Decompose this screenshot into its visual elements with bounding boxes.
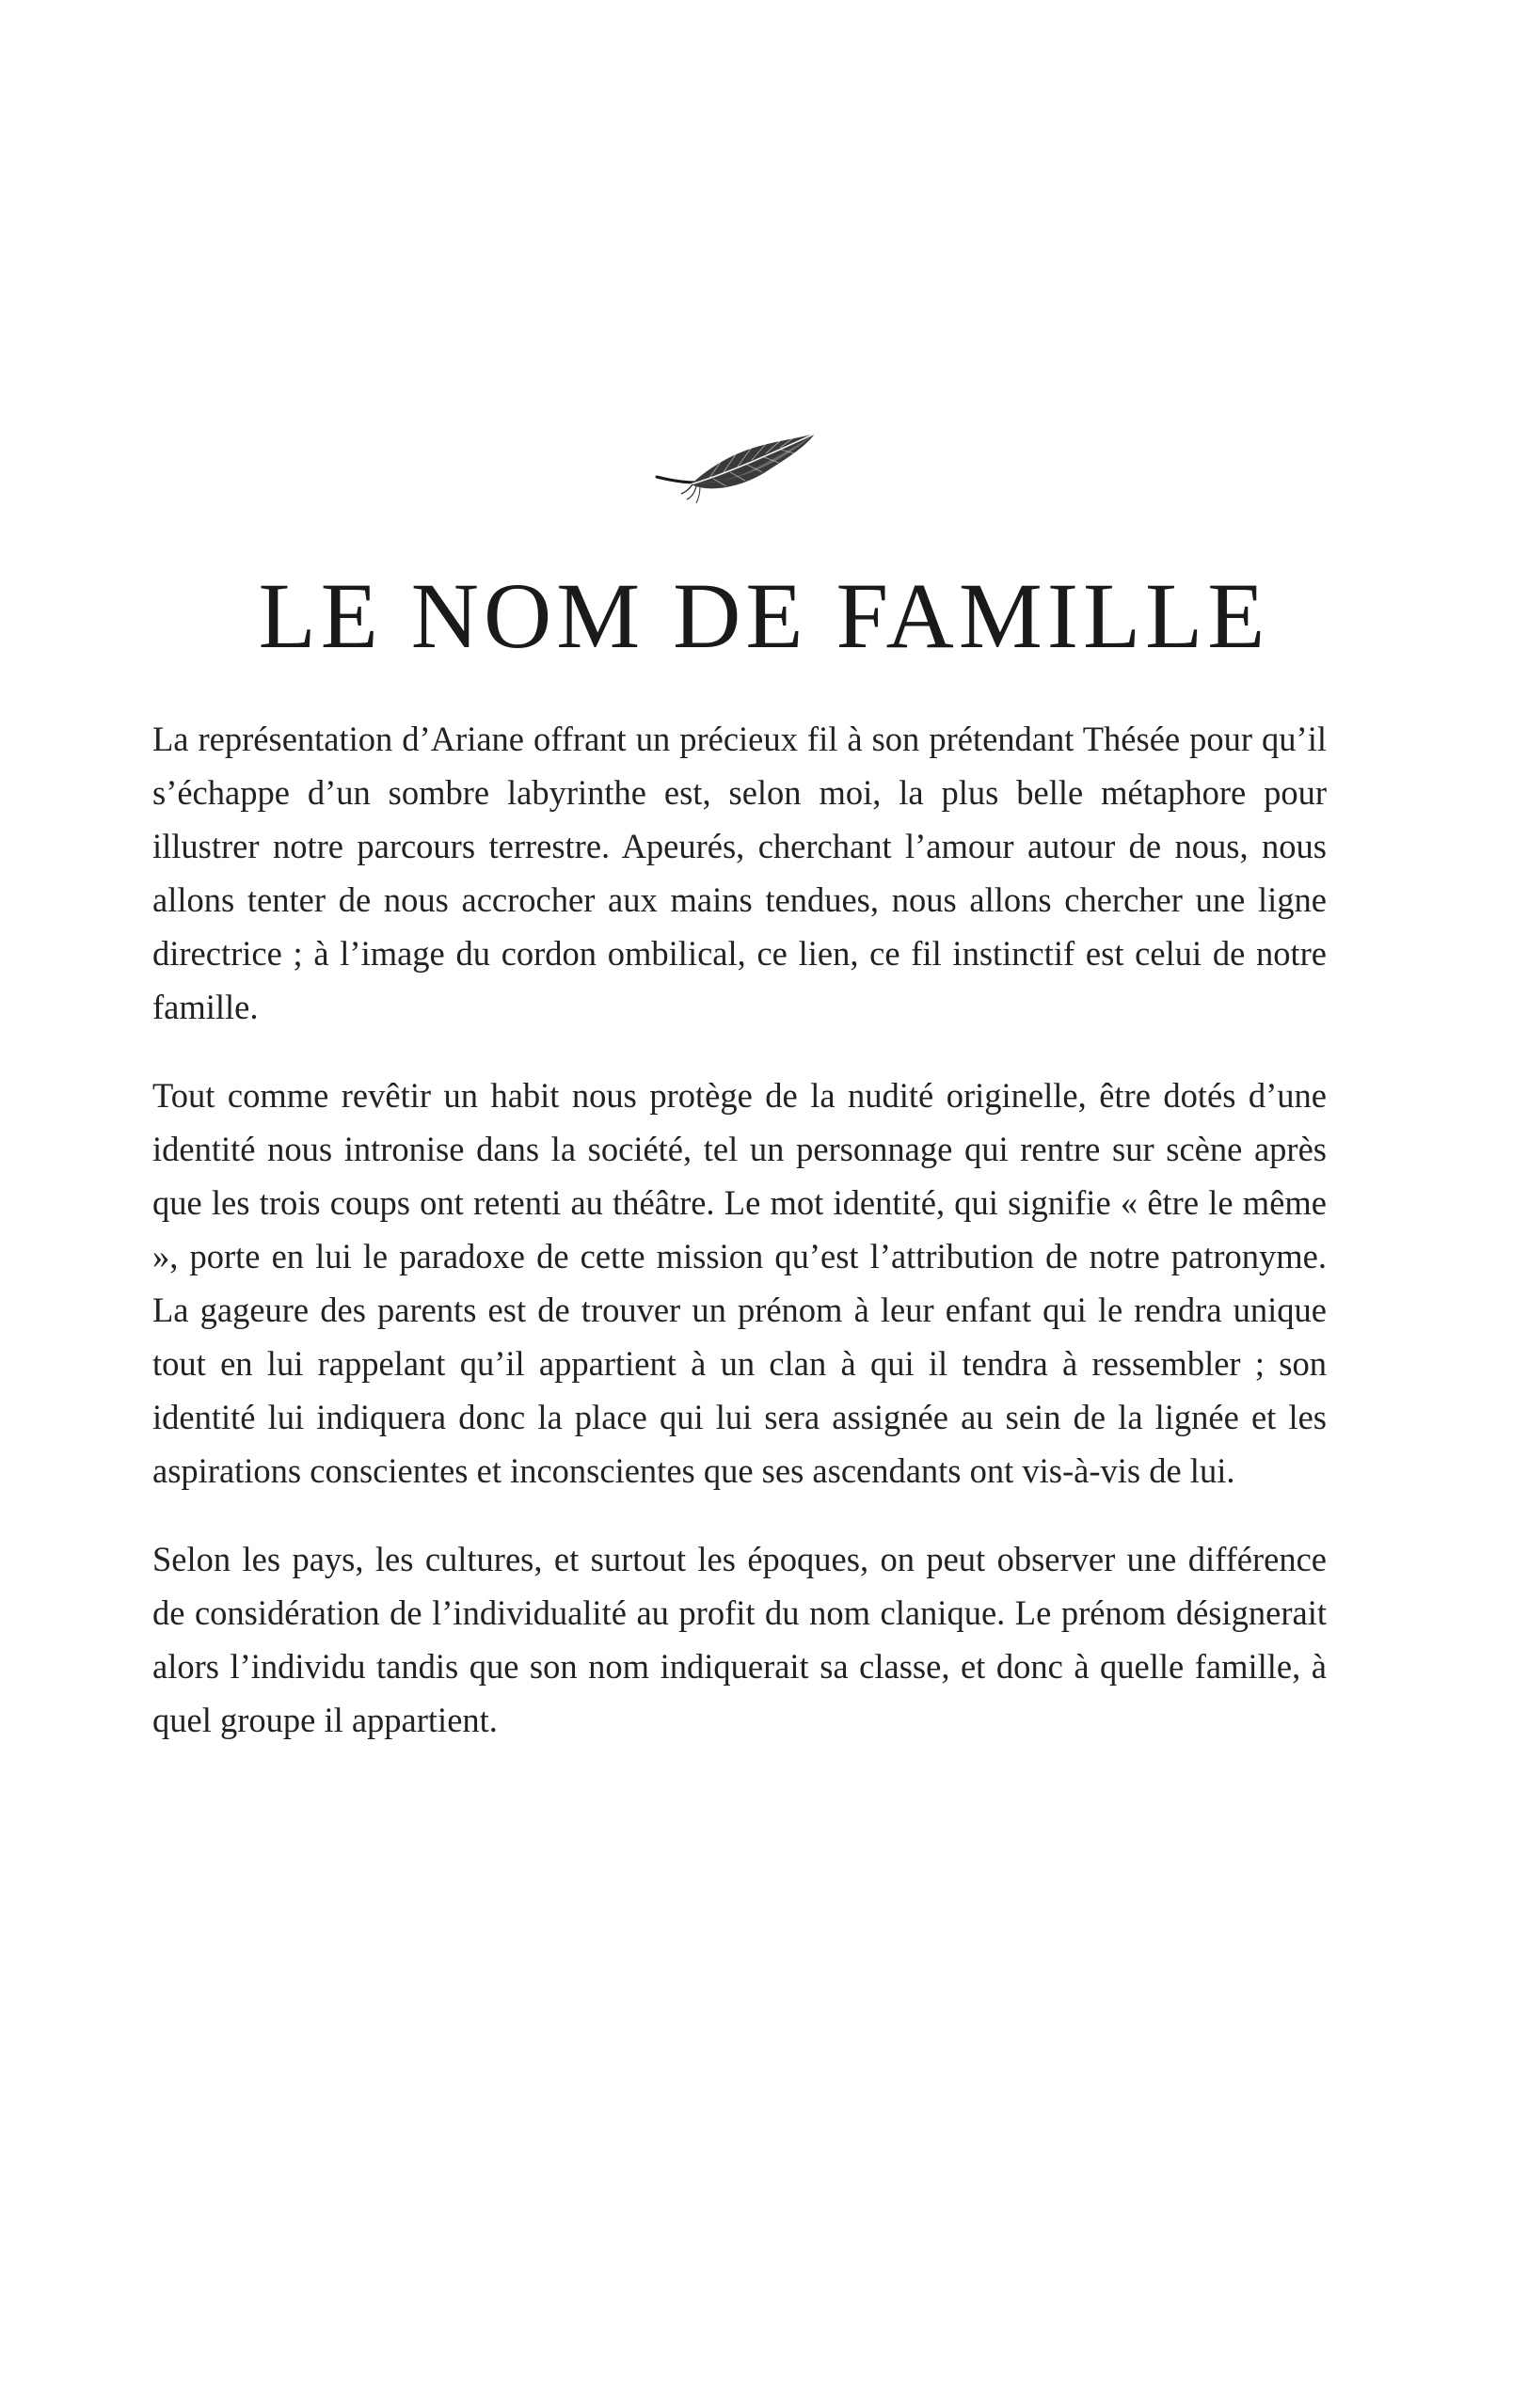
chapter-body: [152, 712, 1327, 1782]
paragraph: Tout comme revêtir un habit nous protège de la nudité originelle, être dotés d’une identité nous intronise dans la société, tel un personnage qui rentre sur scène après que les trois coups ont retenti au théâtre. Le mot identité, qui signifie « être le même », porte en lui le paradoxe de cette mission qu’est l’attribution de notre patronyme. La gageure des parents est de trouver un prénom à leur enfant qui le rendra unique tout en lui rappelant qu’il appartient à un clan à qui il tendra à ressembler ; son identité lui indiquera donc la place qui lui sera assignée au sein de la lignée et les aspirations conscientes et inconscientes que ses ascendants ont vis-à-vis de lui.: [152, 1076, 1327, 1490]
chapter-title: LE NOM DE FAMILLE: [258, 563, 1270, 668]
paragraph: Selon les pays, les cultures, et surtout les époques, on peut observer une différence de considération de l’individualité au profit du nom clanique. Le prénom désignerait alors l’individu tandis que son nom indiquerait sa classe, et donc à quelle famille, à quel groupe il appartient.: [152, 1540, 1327, 1739]
feather-icon: [653, 428, 822, 517]
paragraph: La représentation d’Ariane offrant un précieux fil à son prétendant Thésée pour qu’il s’échappe d’un sombre labyrinthe est, selon moi, la plus belle métaphore pour illustrer notre parcours terrestre. Apeurés, cherchant l’amour autour de nous, nous allons tenter de nous accrocher aux mains tendues, nous allons chercher une ligne directrice ; à l’image du cordon ombilical, ce lien, ce fil instinctif est celui de notre famille.: [152, 720, 1327, 1026]
